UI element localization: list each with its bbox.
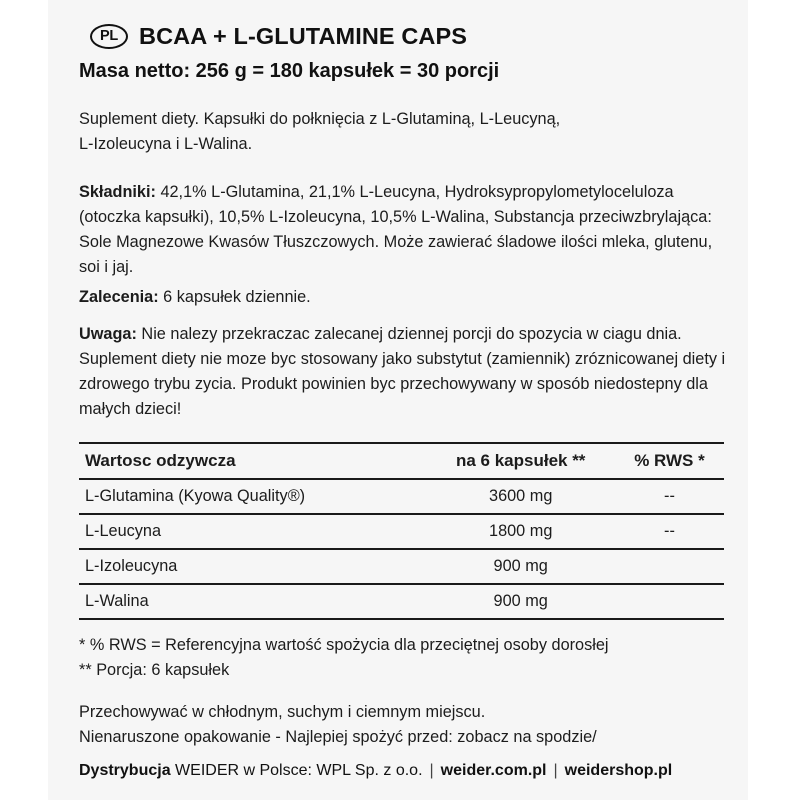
warning-label: Uwaga: bbox=[79, 325, 137, 343]
net-weight-text: Masa netto: 256 g = 180 kapsułek = 30 porcji bbox=[79, 60, 500, 82]
cell-amount-per-serving: 1800 mg bbox=[426, 514, 614, 549]
description-line-1: Suplement diety. Kapsułki do połknięcia z L-Glutaminą, L-Leucyną, bbox=[79, 110, 561, 128]
cell-nutrient-name: L-Izoleucyna bbox=[79, 549, 426, 584]
cell-nutrient-name: L-Leucyna bbox=[79, 514, 426, 549]
table-row bbox=[79, 514, 724, 549]
distribution-footer bbox=[79, 762, 672, 780]
dosage-paragraph bbox=[79, 285, 729, 310]
storage-line-1: Przechowywać w chłodnym, suchym i ciemnym miejscu. bbox=[79, 703, 486, 721]
website-weidershop-link[interactable]: weidershop.pl bbox=[564, 762, 673, 779]
title-row bbox=[90, 23, 467, 50]
dosage-text: 6 kapsułek dziennie. bbox=[158, 288, 311, 306]
warning-paragraph bbox=[79, 322, 729, 422]
cell-nutrient-name: L-Glutamina (Kyowa Quality®) bbox=[79, 479, 426, 514]
ingredients-paragraph bbox=[79, 180, 729, 280]
footer-separator-1: | bbox=[429, 762, 434, 779]
cell-amount-per-serving: 900 mg bbox=[426, 549, 614, 584]
ingredients-text: 42,1% L-Glutamina, 21,1% L-Leucyna, Hydroksypropylometyloceluloza (otoczka kapsułki), 10,5% L-Izoleucyna, 10,5% L-Walina, Substancja przeciwzbrylająca: Sole Magnezowe Kwasów Tłuszczowych. Może zawierać śladowe ilości mleka, glutenu, soi i jaj. bbox=[79, 183, 713, 276]
warning-text: Nie nalezy przekraczac zalecanej dziennej porcji do spozycia w ciagu dnia. Suplement diety nie moze byc stosowany jako substytut (zamiennik) zróznicowanej diety i zdrowego trybu zycia. Produkt powinien byc przechowywany w sposób niedostepny dla małych dzieci! bbox=[79, 325, 726, 418]
table-header-row bbox=[79, 443, 724, 479]
cell-rws-percent bbox=[615, 584, 724, 619]
header-nutrient: Wartosc odzywcza bbox=[79, 443, 426, 479]
storage-line-2: Nienaruszone opakowanie - Najlepiej spożyć przed: zobacz na spodzie/ bbox=[79, 728, 597, 746]
nutrition-table-head bbox=[79, 443, 724, 479]
ingredients-label: Składniki: bbox=[79, 183, 156, 201]
nutrition-table bbox=[79, 442, 724, 620]
description-line-2: L-Izoleucyna i L-Walina. bbox=[79, 135, 253, 153]
country-code-label: PL bbox=[100, 28, 118, 45]
distribution-company: WEIDER w Polsce: WPL Sp. z o.o. bbox=[170, 762, 423, 779]
header-rws: % RWS * bbox=[615, 443, 724, 479]
footnotes bbox=[79, 633, 609, 683]
dosage-label: Zalecenia: bbox=[79, 288, 159, 306]
label-content bbox=[76, 0, 736, 800]
description-paragraph bbox=[79, 107, 729, 157]
footnote-portion: ** Porcja: 6 kapsułek bbox=[79, 661, 230, 679]
product-title: BCAA + L-GLUTAMINE CAPS bbox=[139, 23, 468, 49]
website-weider-link[interactable]: weider.com.pl bbox=[440, 762, 547, 779]
cell-rws-percent: -- bbox=[615, 514, 724, 549]
storage-instructions bbox=[79, 700, 597, 750]
cell-amount-per-serving: 3600 mg bbox=[426, 479, 614, 514]
footer-separator-2: | bbox=[553, 762, 558, 779]
table-row bbox=[79, 549, 724, 584]
country-code-badge bbox=[90, 24, 128, 49]
cell-amount-per-serving: 900 mg bbox=[426, 584, 614, 619]
distribution-prefix: Dystrybucja bbox=[79, 762, 171, 779]
header-per-serving: na 6 kapsułek ** bbox=[426, 443, 614, 479]
table-row bbox=[79, 584, 724, 619]
nutrition-table-body bbox=[79, 479, 724, 619]
table-row bbox=[79, 479, 724, 514]
footnote-rws: * % RWS = Referencyjna wartość spożycia dla przeciętnej osoby dorosłej bbox=[79, 636, 609, 654]
cell-rws-percent bbox=[615, 549, 724, 584]
cell-nutrient-name: L-Walina bbox=[79, 584, 426, 619]
cell-rws-percent: -- bbox=[615, 479, 724, 514]
